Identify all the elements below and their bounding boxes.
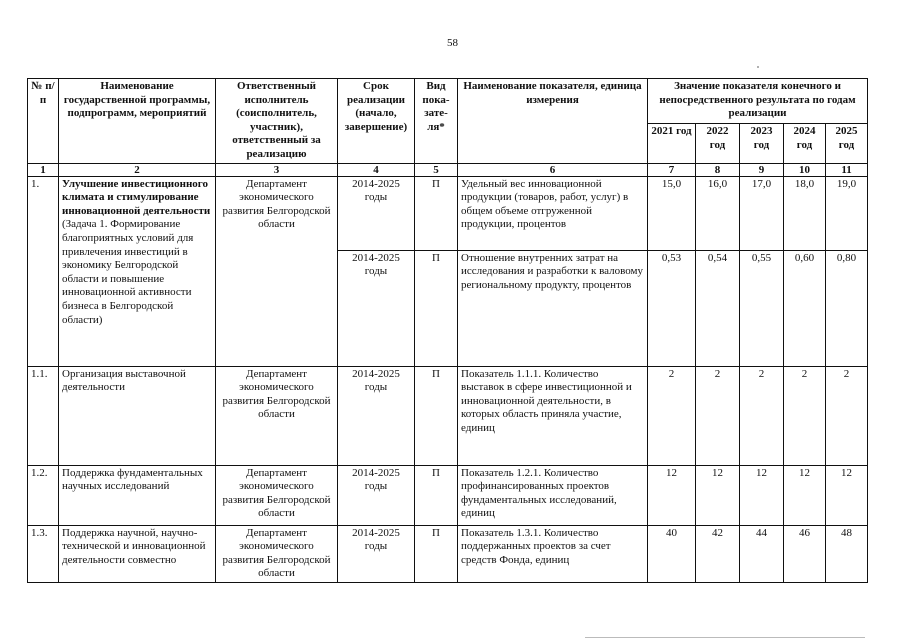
program-name: Поддержка научной, научно-технической и инновационной деятельности совместно [59, 525, 216, 582]
scan-speck [757, 66, 759, 68]
program-task: (Задача 1. Формирование благоприятных условий для привлечения инвестиций в экономику Белгородской области и повышение инновационной активности бизнеса в Белгородской области) [62, 218, 194, 326]
indicator-type: П [415, 525, 458, 582]
value-2023: 2 [740, 366, 784, 465]
col-index: 7 [648, 163, 696, 176]
value-2021: 12 [648, 465, 696, 525]
col-index: 1 [28, 163, 59, 176]
executor: Департамент экономического развития Белгородской области [216, 176, 338, 366]
col-index: 5 [415, 163, 458, 176]
executor: Департамент экономического развития Белгородской области [216, 525, 338, 582]
col-index: 3 [216, 163, 338, 176]
value-2022: 42 [696, 525, 740, 582]
period: 2014-2025 годы [338, 465, 415, 525]
value-2024: 2 [784, 366, 826, 465]
period: 2014-2025 годы [338, 525, 415, 582]
header-indicator-name: Наименование показателя, единица измерения [458, 79, 648, 164]
program-name: Поддержка фундаментальных научных исследований [59, 465, 216, 525]
col-index: 9 [740, 163, 784, 176]
header-num: № п/п [28, 79, 59, 164]
value-2021: 0,53 [648, 250, 696, 366]
value-2022: 0,54 [696, 250, 740, 366]
value-2022: 16,0 [696, 176, 740, 250]
value-2024: 18,0 [784, 176, 826, 250]
value-2025: 2 [826, 366, 868, 465]
value-2024: 46 [784, 525, 826, 582]
col-index: 2 [59, 163, 216, 176]
header-period: Срок реализации (начало, завершение) [338, 79, 415, 164]
value-2022: 12 [696, 465, 740, 525]
col-index: 8 [696, 163, 740, 176]
header-executor: Ответственный исполнитель (соисполнитель, участник), ответственный за реализацию [216, 79, 338, 164]
value-2025: 19,0 [826, 176, 868, 250]
col-index: 11 [826, 163, 868, 176]
executor: Департамент экономического развития Белгородской области [216, 465, 338, 525]
col-index: 10 [784, 163, 826, 176]
indicator-name: Показатель 1.2.1. Количество профинансированных проектов фундаментальных исследований, единиц [458, 465, 648, 525]
value-2023: 44 [740, 525, 784, 582]
indicator-type: П [415, 366, 458, 465]
value-2023: 12 [740, 465, 784, 525]
header-year-2021: 2021 год [648, 124, 696, 163]
value-2024: 0,60 [784, 250, 826, 366]
value-2021: 2 [648, 366, 696, 465]
header-year-2023: 2023 год [740, 124, 784, 163]
value-2024: 12 [784, 465, 826, 525]
value-2022: 2 [696, 366, 740, 465]
row-number: 1.1. [28, 366, 59, 465]
header-values-group: Значение показателя конечного и непосредственного результата по годам реализации [648, 79, 868, 124]
value-2023: 17,0 [740, 176, 784, 250]
program-name-cell [59, 176, 216, 366]
col-index: 4 [338, 163, 415, 176]
table-row [28, 465, 868, 525]
value-2025: 12 [826, 465, 868, 525]
period: 2014-2025 годы [338, 250, 415, 366]
indicator-table [27, 78, 868, 583]
value-2021: 40 [648, 525, 696, 582]
indicator-name: Удельный вес инновационной продукции (товаров, работ, услуг) в общем объеме отгруженной продукции, процентов [458, 176, 648, 250]
executor: Департамент экономического развития Белгородской области [216, 366, 338, 465]
period: 2014-2025 годы [338, 366, 415, 465]
indicator-type: П [415, 465, 458, 525]
program-name: Улучшение инвестиционного климата и стимулирование инновационной деятельности [62, 177, 211, 217]
table-row [28, 525, 868, 582]
page-number: 58 [447, 37, 458, 49]
header-year-2024: 2024 год [784, 124, 826, 163]
indicator-type: П [415, 176, 458, 250]
value-2021: 15,0 [648, 176, 696, 250]
col-index: 6 [458, 163, 648, 176]
table-row [28, 176, 868, 250]
row-number: 1. [28, 176, 59, 366]
value-2025: 48 [826, 525, 868, 582]
indicator-type: П [415, 250, 458, 366]
header-indicator-type: Вид пока-зате-ля* [415, 79, 458, 164]
table-row [28, 366, 868, 465]
indicator-name: Показатель 1.3.1. Количество поддержанных проектов за счет средств Фонда, единиц [458, 525, 648, 582]
scan-edge-line [585, 637, 865, 638]
indicator-name: Отношение внутренних затрат на исследования и разработки к валовому региональному продукту, процентов [458, 250, 648, 366]
header-year-2022: 2022 год [696, 124, 740, 163]
row-number: 1.2. [28, 465, 59, 525]
indicator-name: Показатель 1.1.1. Количество выставок в сфере инвестиционной и инновационной деятельности, в которых область приняла участие, единиц [458, 366, 648, 465]
header-name: Наименование государственной программы, подпрограмм, мероприятий [59, 79, 216, 164]
period: 2014-2025 годы [338, 176, 415, 250]
row-number: 1.3. [28, 525, 59, 582]
program-name: Организация выставочной деятельности [59, 366, 216, 465]
value-2025: 0,80 [826, 250, 868, 366]
header-year-2025: 2025 год [826, 124, 868, 163]
value-2023: 0,55 [740, 250, 784, 366]
